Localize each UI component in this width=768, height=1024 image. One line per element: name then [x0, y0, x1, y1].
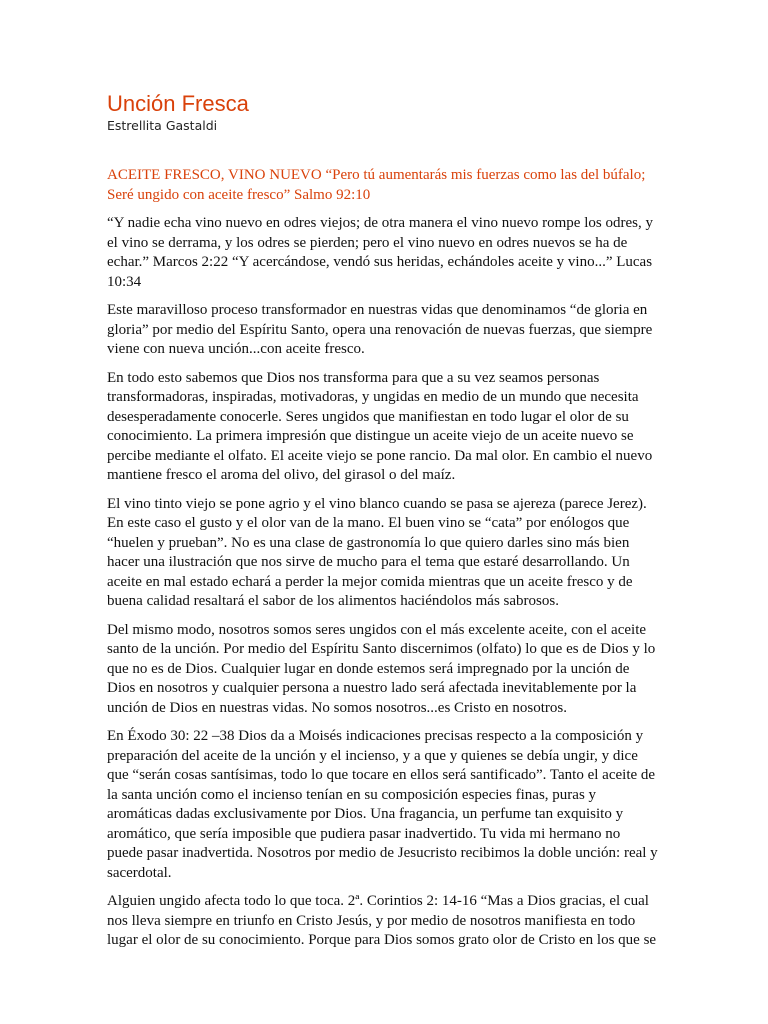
paragraph-1: “Y nadie echa vino nuevo en odres viejos; de otra manera el vino nuevo rompe los odres, y el vino se derrama, y los odres se pierden; pero el vino nuevo en odres nuevos se ha de echar.” Marcos 2:22 “Y acercándose, vendó sus heridas, echándoles aceite y vino...” Lucas 10:34	[107, 215, 653, 290]
paragraph-4: El vino tinto viejo se pone agrio y el vino blanco cuando se pasa se ajereza (parece Jerez). En este caso el gusto y el olor van de la mano. El buen vino se “cata” por enólogos que “huelen y prueban”. No es una clase de gastronomía lo que quiero darles sino más bien hacer una ilustración que nos sirve de mucho para el tema que estaré desarrollando. Un aceite en mal estado echará a perder la mejor comida mientras que un aceite fresco y de buena calidad resaltará el sabor de los alimentos haciéndolos más sabrosos.	[107, 495, 647, 609]
intro-heading: ACEITE FRESCO, VINO NUEVO “Pero tú aumentarás mis fuerzas como las del búfalo; Seré ungido con aceite fresco” Salmo 92:10	[107, 167, 646, 203]
paragraph-3: En todo esto sabemos que Dios nos transforma para que a su vez seamos personas transformadoras, inspiradas, motivadoras, y ungidas en medio de un mundo que necesita desesperadamente conocerle. Seres ungidos que manifiestan en todo lugar el olor de su conocimiento. La primera impresión que distingue un aceite viejo de un aceite nuevo se percibe mediante el olfato. El aceite viejo se pone rancio. Da mal olor. En cambio el nuevo mantiene fresco el aroma del olivo, del girasol o del maíz.	[107, 369, 653, 483]
paragraph-7: Alguien ungido afecta todo lo que toca. 2ª. Corintios 2: 14-16 “Mas a Dios gracias, el cual nos lleva siempre en triunfo en Cristo Jesús, y por medio de nosotros manifiesta en todo lugar el olor de su conocimiento. Porque para Dios somos grato olor de Cristo en los que se	[107, 893, 657, 948]
paragraph-5: Del mismo modo, nosotros somos seres ungidos con el más excelente aceite, con el aceite santo de la unción. Por medio del Espíritu Santo discernimos (olfato) lo que es de Dios y lo que no es de Dios. Cualquier lugar en donde estemos será impregnado por la unción de Dios en nosotros y cualquier persona a nuestro lado será afectada inevitablemente por la unción de Dios en nuestras vidas. No somos nosotros...es Cristo en nosotros.	[107, 621, 656, 716]
paragraph-6: En Éxodo 30: 22 –38 Dios da a Moisés indicaciones precisas respecto a la composición y preparación del aceite de la unción y el incienso, y a que y quienes se debía ungir, y dice que “serán cosas santísimas, todo lo que tocare en ellos será santificado”. Tanto el aceite de la santa unción como el incienso tenían en su composición especies finas, puras y aromáticas dadas exclusivamente por Dios. Una fragancia, un perfume tan exquisito y aromático, que sería imposible que pudiera pasar inadvertido. Tu vida mi hermano no puede pasar inadvertida. Nosotros por medio de Jesucristo recibimos la doble unción: real y sacerdotal.	[107, 728, 658, 881]
paragraph-2: Este maravilloso proceso transformador en nuestras vidas que denominamos “de gloria en gloria” por medio del Espíritu Santo, opera una renovación de nuevas fuerzas, que siempre viene con nueva unción...con aceite fresco.	[107, 302, 653, 357]
document-title: Unción Fresca	[107, 91, 249, 116]
document-page	[107, 90, 659, 951]
document-author: Estrellita Gastaldi	[107, 118, 218, 133]
